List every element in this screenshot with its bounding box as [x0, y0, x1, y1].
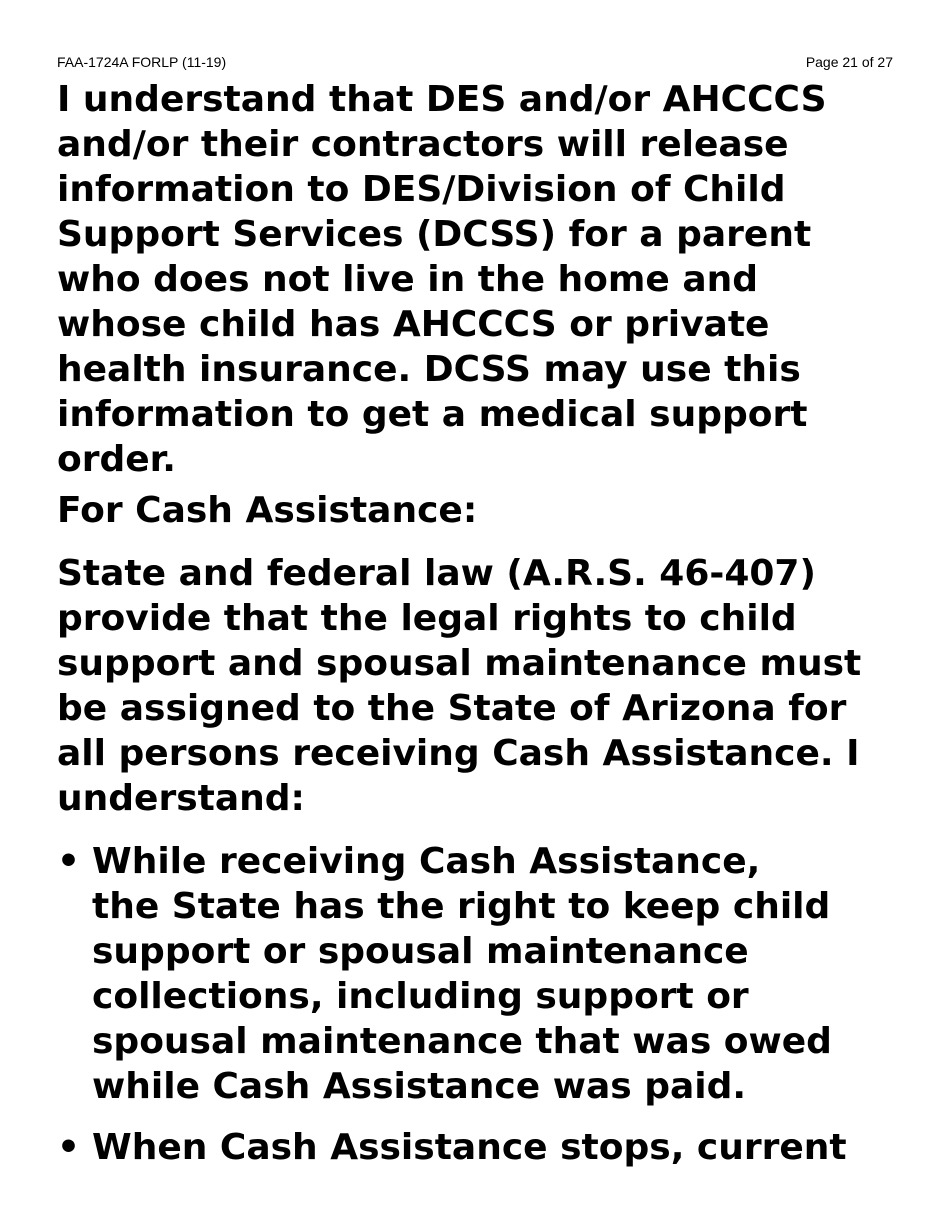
- paragraph-line: support and spousal maintenance must: [57, 643, 862, 684]
- paragraph-line: who does not live in the home and: [57, 259, 759, 300]
- bullet-text: [92, 1125, 847, 1170]
- des-ahcccs-release-paragraph: [57, 77, 907, 482]
- bullet-line: the State has the right to keep child: [92, 886, 831, 927]
- state-federal-law-paragraph: [57, 551, 907, 821]
- bullet-line: When Cash Assistance stops, current: [92, 1127, 847, 1168]
- paragraph-line: Support Services (DCSS) for a parent: [57, 214, 812, 255]
- paragraph-line: health insurance. DCSS may use this: [57, 349, 801, 390]
- cash-assistance-heading: For Cash Assistance:: [57, 490, 478, 531]
- paragraph-line: information to DES/Division of Child: [57, 169, 786, 210]
- paragraph-line: I understand that DES and/or AHCCCS: [57, 79, 827, 120]
- form-id: FAA-1724A FORLP (11-19): [57, 54, 227, 70]
- bullet-icon: •: [57, 841, 81, 882]
- paragraph-line: order.: [57, 439, 176, 480]
- bullet-line: while Cash Assistance was paid.: [92, 1066, 747, 1107]
- paragraph-line: information to get a medical support: [57, 394, 808, 435]
- bullet-line: While receiving Cash Assistance,: [92, 841, 761, 882]
- paragraph-line: understand:: [57, 778, 305, 819]
- page-header: [57, 53, 893, 71]
- paragraph-line: State and federal law (A.R.S. 46-407): [57, 553, 816, 594]
- bullet-icon: •: [57, 1127, 81, 1168]
- paragraph-line: all persons receiving Cash Assistance. I: [57, 733, 860, 774]
- bullet-line: support or spousal maintenance: [92, 931, 749, 972]
- page-number: Page 21 of 27: [805, 54, 893, 70]
- bullet-text: [92, 839, 832, 1109]
- bullet-line: collections, including support or: [92, 976, 749, 1017]
- paragraph-line: be assigned to the State of Arizona for: [57, 688, 847, 729]
- paragraph-line: provide that the legal rights to child: [57, 598, 797, 639]
- bullet-line: spousal maintenance that was owed: [92, 1021, 832, 1062]
- paragraph-line: and/or their contractors will release: [57, 124, 789, 165]
- paragraph-line: whose child has AHCCCS or private: [57, 304, 770, 345]
